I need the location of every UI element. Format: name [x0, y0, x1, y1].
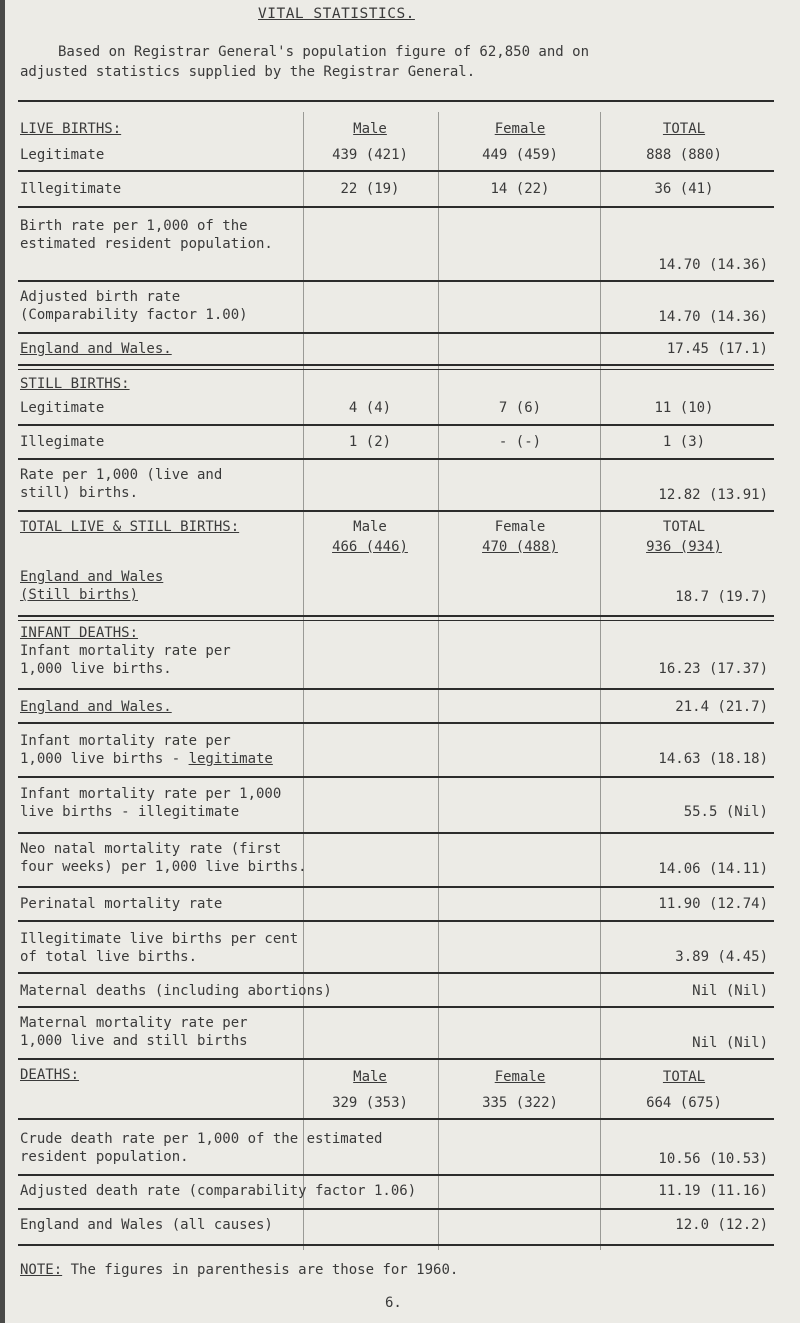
rule	[18, 100, 774, 102]
cell-total: 11.19 (11.16)	[658, 1183, 768, 1199]
rule	[18, 620, 774, 621]
rule	[18, 886, 774, 888]
cell-total: 10.56 (10.53)	[658, 1151, 768, 1167]
rule	[18, 170, 774, 172]
rule	[18, 1006, 774, 1008]
intro-line-2: adjusted statistics supplied by the Registrar General.	[20, 64, 476, 80]
row-label: Maternal deaths (including abortions)	[20, 983, 332, 999]
column-divider	[438, 112, 439, 1250]
footnote-text: The figures in parenthesis are those for 1960.	[62, 1262, 459, 1278]
rule	[18, 722, 774, 724]
intro-line-1: Based on Registrar General's population figure of 62,850 and on	[58, 44, 590, 60]
rule	[18, 1208, 774, 1210]
rule	[18, 206, 774, 208]
row-label: Adjusted death rate (comparability factor 1.06)	[20, 1183, 417, 1199]
rule	[18, 615, 774, 617]
row-label: Illegitimate	[20, 181, 122, 197]
rule	[18, 972, 774, 974]
cell-total: 11 (10)	[654, 400, 714, 416]
cell-total: 14.06 (14.11)	[658, 861, 768, 877]
col-total: TOTAL	[662, 519, 706, 535]
rule	[18, 1244, 774, 1246]
row-label: Infant mortality rate per	[20, 733, 231, 749]
row-label: Infant mortality rate per 1,000 live births.	[20, 643, 231, 677]
cell-female: - (-)	[498, 434, 542, 450]
rule	[18, 369, 774, 370]
cell-total: Nil (Nil)	[692, 1035, 768, 1051]
row-label-emphasis: legitimate	[188, 751, 273, 767]
rule	[18, 510, 774, 512]
cell-female: 449 (459)	[482, 147, 558, 163]
rule	[18, 458, 774, 460]
col-total: TOTAL	[662, 1069, 706, 1085]
cell-total: 14.70 (14.36)	[658, 257, 768, 273]
col-female: Female	[494, 121, 546, 137]
row-label: Maternal mortality rate per 1,000 live and still births	[20, 1015, 248, 1049]
cell-female: 335 (322)	[482, 1095, 558, 1111]
cell-total: 21.4 (21.7)	[675, 699, 768, 715]
cell-total: 888 (880)	[646, 147, 722, 163]
scan-edge	[0, 0, 5, 1323]
col-female: Female	[494, 1069, 546, 1085]
total-births-heading: TOTAL LIVE & STILL BIRTHS:	[20, 519, 240, 535]
row-label: Infant mortality rate per 1,000 live births - illegitimate	[20, 786, 282, 820]
rule	[18, 688, 774, 690]
col-male: Male	[353, 519, 387, 535]
cell-total: 36 (41)	[654, 181, 714, 197]
cell-male: 329 (353)	[332, 1095, 408, 1111]
row-label: Perinatal mortality rate	[20, 896, 223, 912]
live-births-heading: LIVE BIRTHS:	[20, 121, 122, 137]
cell-total: 12.0 (12.2)	[675, 1217, 768, 1233]
rule	[18, 1118, 774, 1120]
row-label: Legitimate	[20, 400, 105, 416]
row-label: England and Wales.	[20, 341, 172, 357]
rule	[18, 1174, 774, 1176]
cell-male: 1 (2)	[348, 434, 392, 450]
footnote-prefix: NOTE:	[20, 1262, 63, 1278]
cell-total: 18.7 (19.7)	[675, 589, 768, 605]
row-label: Birth rate per 1,000 of the estimated resident population.	[20, 218, 273, 252]
cell-total: 1 (3)	[662, 434, 706, 450]
row-label	[20, 750, 310, 768]
rule	[18, 832, 774, 834]
footnote	[20, 1262, 458, 1278]
cell-total: 16.23 (17.37)	[658, 661, 768, 677]
rule	[18, 364, 774, 366]
col-total: TOTAL	[662, 121, 706, 137]
page-number: 6.	[385, 1295, 402, 1311]
cell-total: 14.70 (14.36)	[658, 309, 768, 325]
page-title: VITAL STATISTICS.	[258, 6, 415, 22]
col-male: Male	[353, 1069, 387, 1085]
cell-total: 12.82 (13.91)	[658, 487, 768, 503]
row-label: England and Wales	[20, 569, 164, 585]
row-label: England and Wales (all causes)	[20, 1217, 273, 1233]
cell-male: 22 (19)	[340, 181, 400, 197]
col-male: Male	[353, 121, 387, 137]
cell-total: 3.89 (4.45)	[675, 949, 768, 965]
row-label: Adjusted birth rate (Comparability factor 1.00)	[20, 289, 248, 323]
row-label-part: 1,000 live births -	[20, 751, 189, 767]
cell-total: Nil (Nil)	[692, 983, 768, 999]
cell-total: 14.63 (18.18)	[658, 751, 768, 767]
cell-total: 936 (934)	[646, 539, 722, 555]
rule	[18, 424, 774, 426]
rule	[18, 332, 774, 334]
cell-total: 11.90 (12.74)	[658, 896, 768, 912]
cell-total: 55.5 (Nil)	[683, 804, 768, 820]
intro-text	[20, 42, 790, 82]
row-label: Illegitimate live births per cent of total live births.	[20, 931, 299, 965]
rule	[18, 776, 774, 778]
col-female: Female	[494, 519, 546, 535]
cell-total: 17.45 (17.1)	[666, 341, 768, 357]
row-label: England and Wales.	[20, 699, 172, 715]
row-label: Rate per 1,000 (live and still) births.	[20, 467, 223, 501]
cell-male: 466 (446)	[332, 539, 408, 555]
row-label: Legitimate	[20, 147, 105, 163]
row-label: Crude death rate per 1,000 of the estimated resident population.	[20, 1131, 383, 1165]
rule	[18, 920, 774, 922]
still-births-heading: STILL BIRTHS:	[20, 376, 130, 392]
rule	[18, 1058, 774, 1060]
infant-deaths-heading: INFANT DEATHS:	[20, 625, 139, 641]
deaths-heading: DEATHS:	[20, 1067, 80, 1083]
cell-male: 439 (421)	[332, 147, 408, 163]
row-label: Illegimate	[20, 434, 105, 450]
rule	[18, 280, 774, 282]
cell-total: 664 (675)	[646, 1095, 722, 1111]
cell-female: 470 (488)	[482, 539, 558, 555]
cell-male: 4 (4)	[348, 400, 392, 416]
cell-female: 7 (6)	[498, 400, 542, 416]
row-label: Neo natal mortality rate (first four weeks) per 1,000 live births.	[20, 841, 307, 875]
cell-female: 14 (22)	[490, 181, 550, 197]
row-sublabel: (Still births)	[20, 587, 139, 603]
